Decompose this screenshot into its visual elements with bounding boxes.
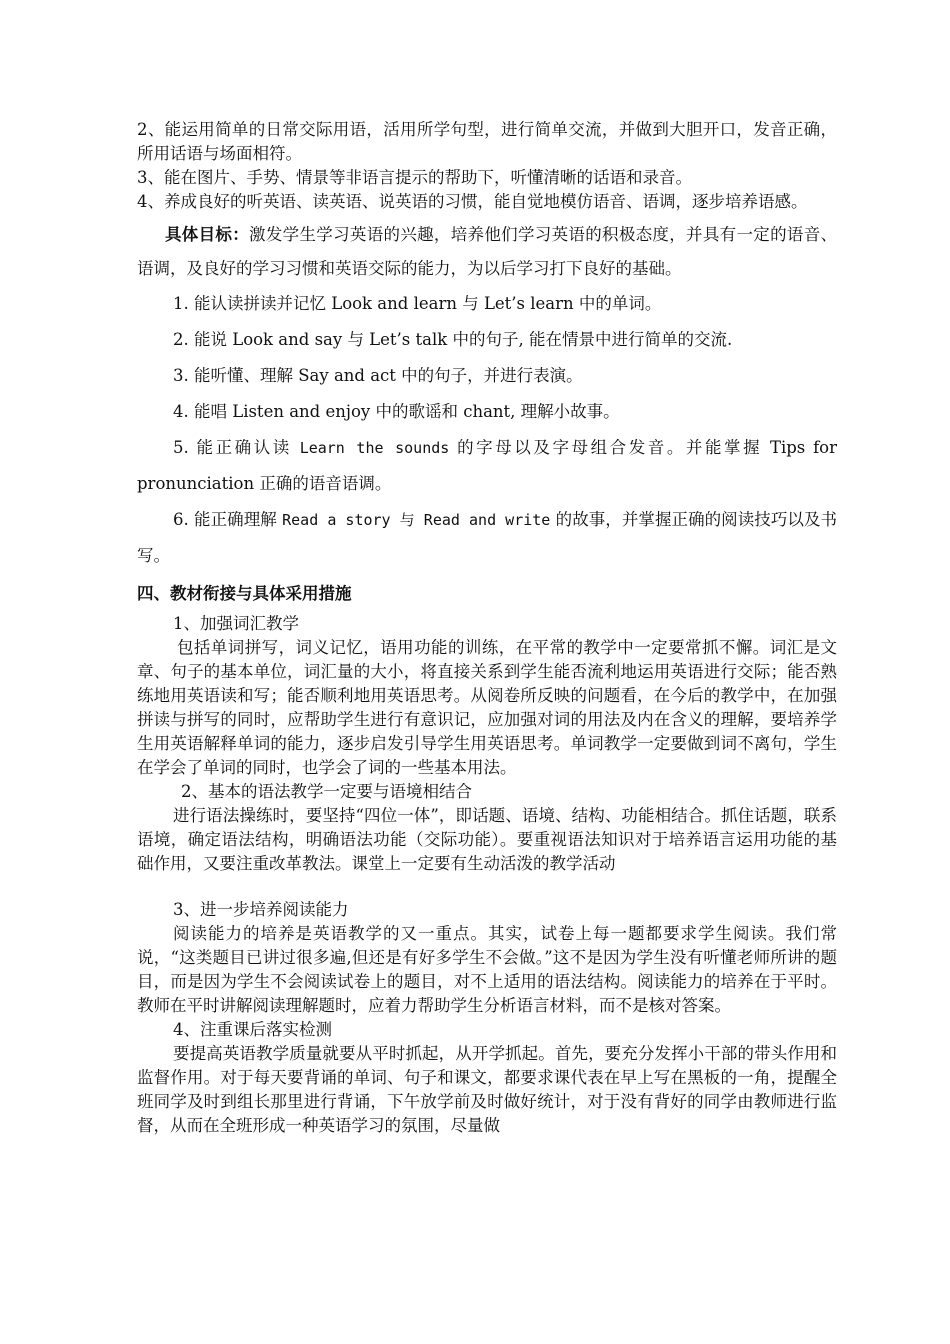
blank-line (137, 876, 837, 898)
goal-6 (137, 502, 837, 574)
measure-4-body: 要提高英语教学质量就要从平时抓起，从开学抓起。首先，要充分发挥小干部的带头作用和监督作用。对于每天要背诵的单词、句子和课文，都要求课代表在早上写在黑板的一角，提醒全班同学及时到组长那里进行背诵，下午放学前及时做好统计，对于没有背好的同学由教师进行监督，从而在全班形成一种英语学习的氛围，尽量做 (137, 1044, 837, 1135)
specific-goals-text: 激发学生学习英语的兴趣，培养他们学习英语的积极态度，并具有一定的语音、语调，及良好的学习习惯和英语交际的能力，为以后学习打下良好的基础。 (137, 225, 838, 278)
goal-3: 3. 能听懂、理解 Say and act 中的句子，并进行表演。 (173, 366, 583, 385)
goal-5-suffix: 的字母以及字母组合发音。并能掌握 Tips for pronunciation 正确的语音语调。 (137, 438, 837, 493)
measure-2-body: 进行语法操练时，要坚持“四位一体”，即话题、语境、结构、功能相结合。抓住话题，联系语境，确定语法结构，明确语法功能（交际功能）。要重视语法知识对于培养语言运用功能的基础作用，又要注重改革教法。课堂上一定要有生动活泼的教学活动 (137, 806, 837, 873)
goal-5 (137, 430, 837, 502)
intro-item-2: 2、能运用简单的日常交际用语，活用所学句型，进行简单交流，并做到大胆开口，发音正确，所用话语与场面相符。 (137, 120, 837, 163)
measure-1-title: 1、加强词汇教学 (173, 614, 299, 633)
goal-6-prefix: 6. 能正确理解 (173, 510, 283, 529)
specific-goals-paragraph (137, 218, 837, 286)
measure-1-body: 包括单词拼写，词义记忆，语用功能的训练，在平常的教学中一定要常抓不懈。词汇是文章、句子的基本单位，词汇量的大小，将直接关系到学生能否流利地运用英语进行交际；能否熟练地用英语读和写；能否顺利地用英语思考。从阅卷所反映的问题看，在今后的教学中，在加强拼读与拼写的同时，应帮助学生进行有意识记，应加强对词的用法及内在含义的理解，要培养学生用英语解释单词的能力，逐步启发引导学生用英语思考。单词教学一定要做到词不离句，学生在学会了单词的同时，也学会了词的一些基本用法。 (137, 638, 837, 777)
goal-6-mono: Read a story 与 Read and write (282, 511, 551, 529)
goal-2: 2. 能说 Look and say 与 Let’s talk 中的句子, 能在情景中进行简单的交流. (173, 330, 733, 349)
intro-item-3: 3、能在图片、手势、情景等非语言提示的帮助下，听懂清晰的话语和录音。 (137, 168, 692, 187)
goal-5-mono: Learn the sounds (299, 439, 450, 457)
goal-4: 4. 能唱 Listen and enjoy 中的歌谣和 chant, 理解小故事。 (173, 402, 620, 421)
goal-6-suffix: 的故事，并掌握正确的阅读技巧以及书写。 (137, 510, 837, 565)
goal-1: 1. 能认读拼读并记忆 Look and learn 与 Let’s learn 中的单词。 (173, 294, 662, 313)
specific-goals-label: 具体目标： (165, 225, 250, 244)
measure-3-body: 阅读能力的培养是英语教学的又一重点。其实，试卷上每一题都要求学生阅读。我们常说，“这类题目已讲过很多遍,但还是有好多学生不会做。”这不是因为学生没有听懂老师所讲的题目，而是因为学生不会阅读试卷上的题目，对不上适用的语法结构。阅读能力的培养在于平时。教师在平时讲解阅读理解题时，应着力帮助学生分析语言材料，而不是核对答案。 (137, 924, 837, 1015)
section-heading: 四、教材衔接与具体采用措施 (137, 584, 352, 603)
measure-4-title: 4、注重课后落实检测 (173, 1020, 332, 1039)
document-page (137, 118, 837, 1138)
measure-3-title: 3、进一步培养阅读能力 (173, 900, 349, 919)
measure-2-title: 2、基本的语法教学一定要与语境相结合 (181, 782, 472, 801)
goal-5-prefix: 5. 能正确认读 (173, 438, 300, 457)
intro-item-4: 4、养成良好的听英语、读英语、说英语的习惯，能自觉地模仿语音、语调，逐步培养语感。 (137, 192, 808, 211)
